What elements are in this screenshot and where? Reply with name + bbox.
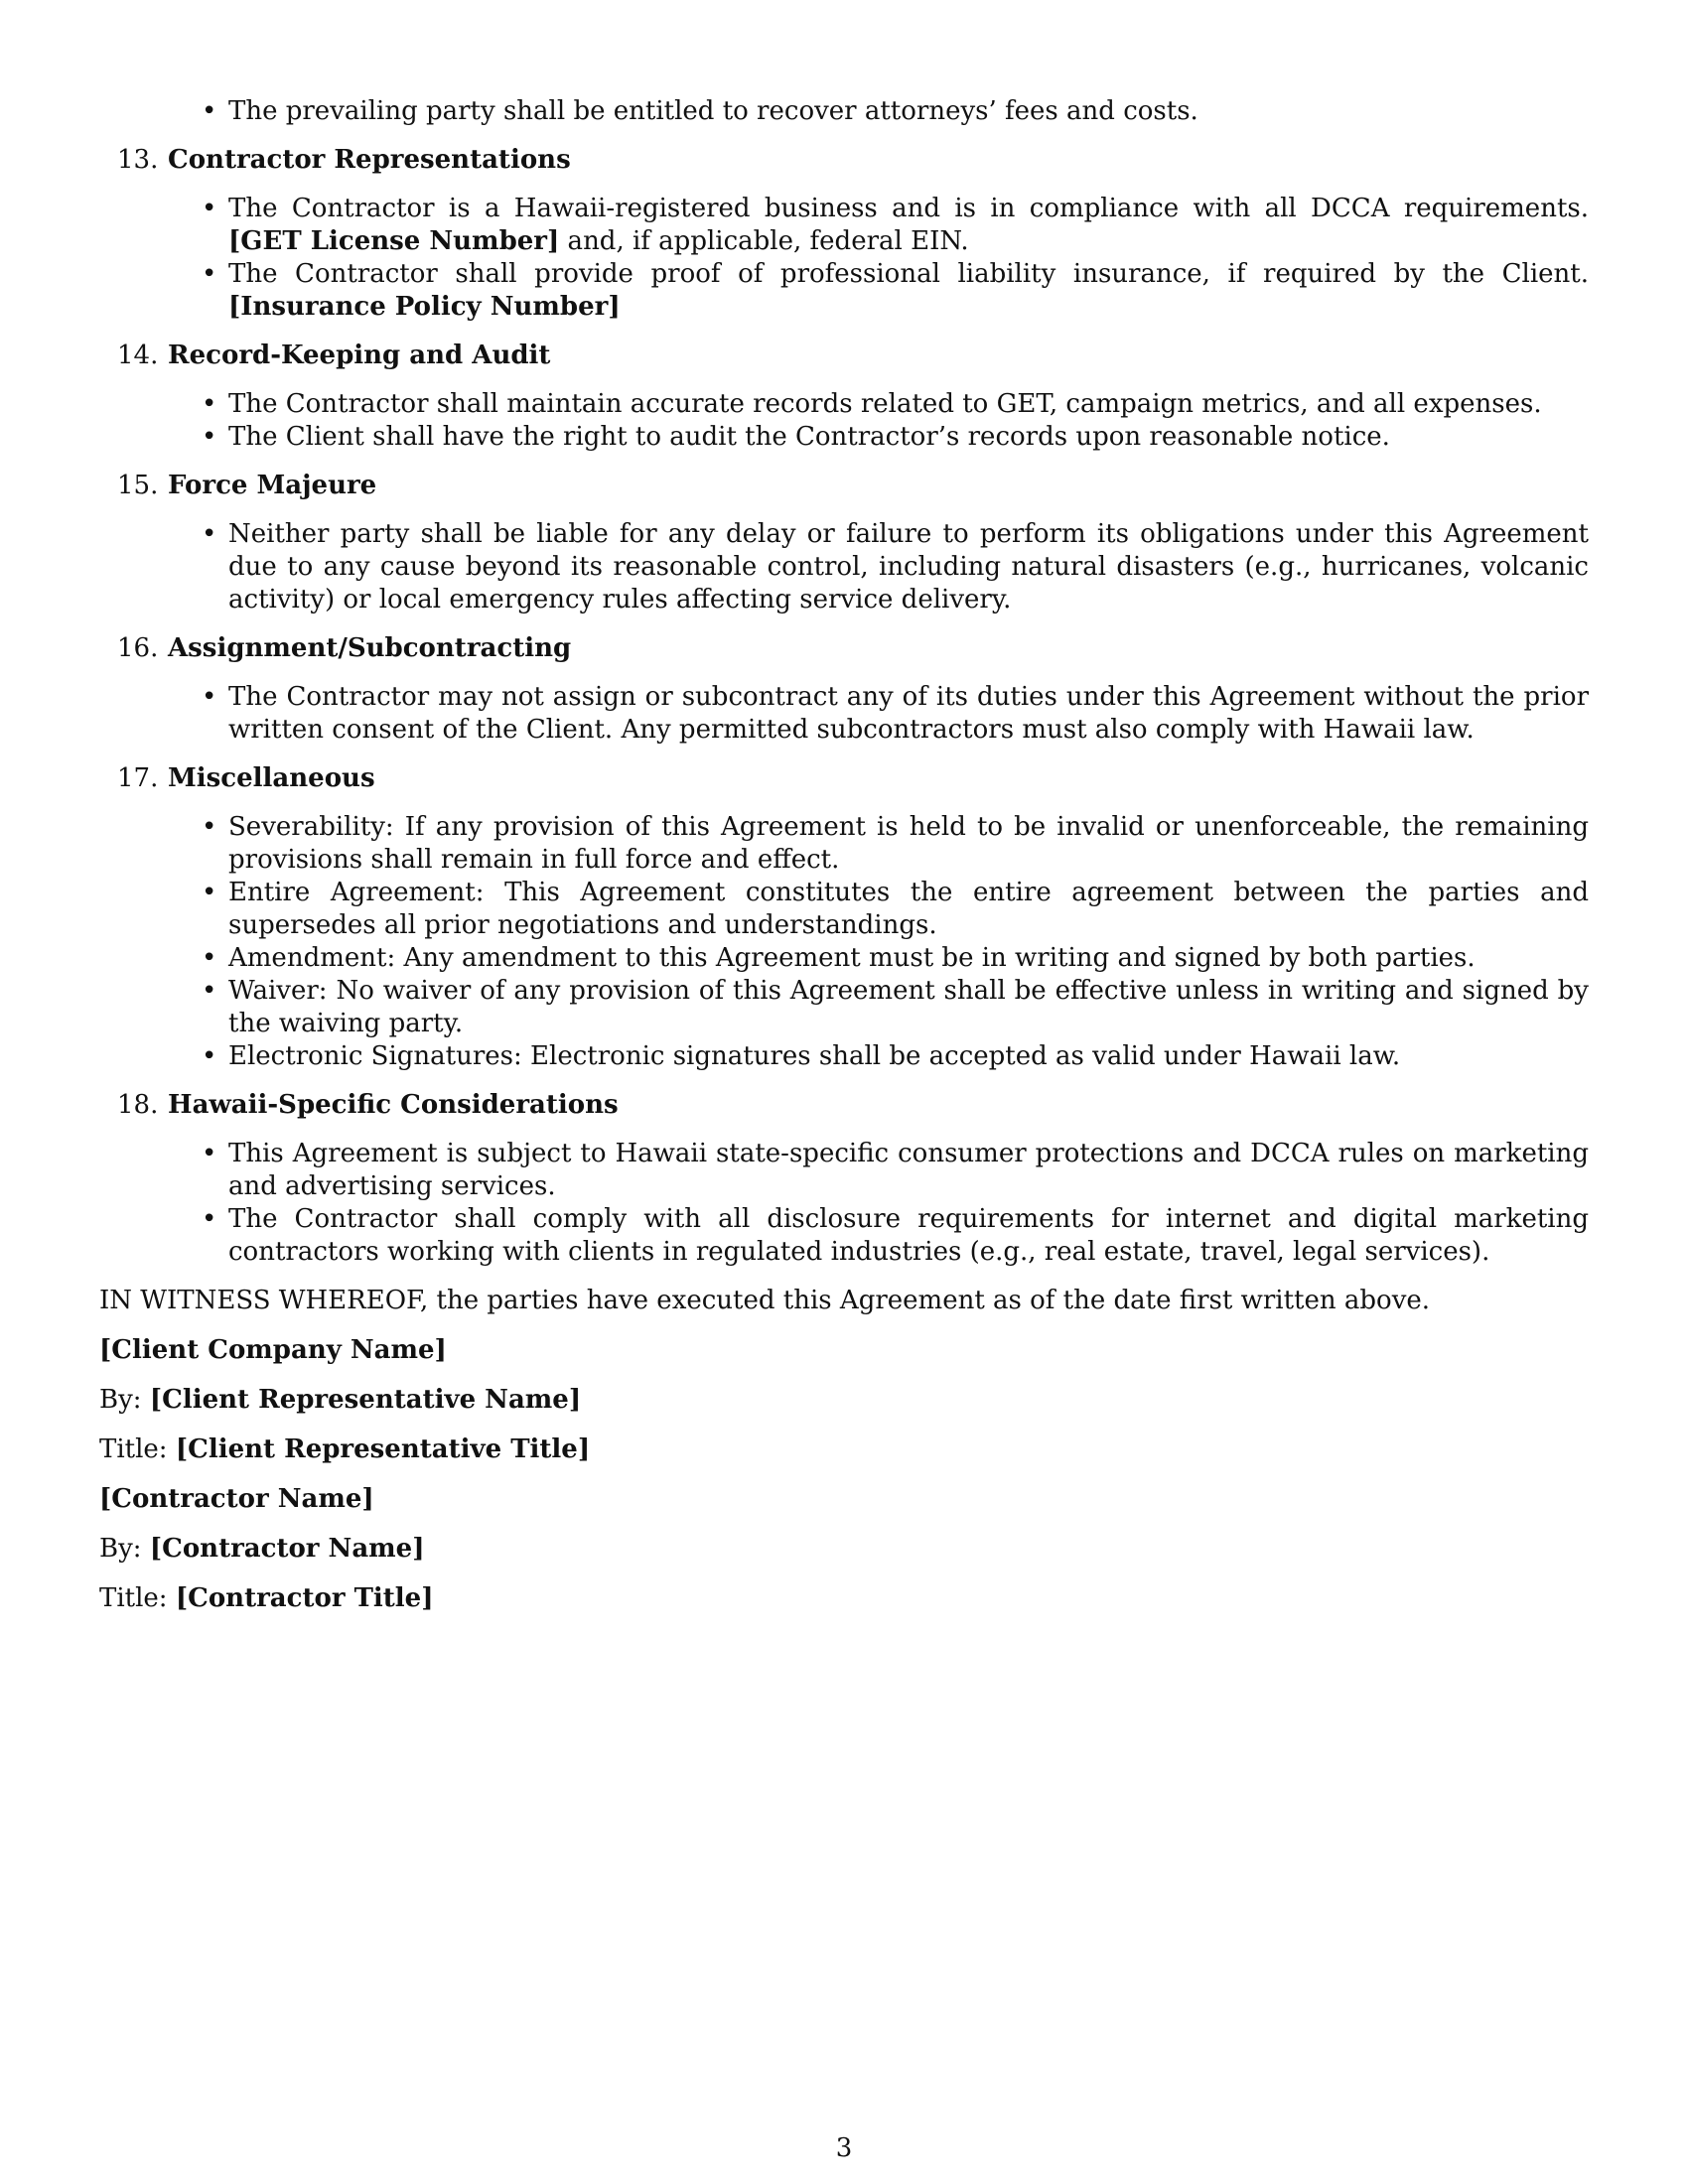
section-title: Force Majeure [168, 471, 377, 500]
section-title: Assignment/Subcontracting [168, 633, 572, 663]
list-item: • The Contractor may not assign or subcontract any of its duties under this Agreement without the prior written consent of the Client. Any permitted subcontractors must also comply with Hawaii law. [99, 681, 1589, 747]
section-heading [99, 1089, 1589, 1122]
section-contractor-representations [99, 144, 1589, 324]
section-items [99, 388, 1589, 454]
list-item: • Amendment: Any amendment to this Agreement must be in writing and signed by both parties. [99, 942, 1589, 975]
section-miscellaneous [99, 762, 1589, 1073]
section-heading [99, 144, 1589, 177]
list-item: • The Client shall have the right to audit the Contractor’s records upon reasonable notice. [99, 421, 1589, 454]
placeholder-field: [GET License Number] [228, 226, 560, 256]
list-item: • Neither party shall be liable for any delay or failure to perform its obligations under this Agreement due to any cause beyond its reasonable control, including natural disasters (e.g., hurricanes, volcanic activity) or local emergency rules affecting service delivery. [99, 518, 1589, 616]
section-items [99, 681, 1589, 747]
section-items [99, 193, 1589, 324]
section-record-keeping [99, 340, 1589, 454]
contractor-title-line: Title: [Contractor Title] [99, 1583, 434, 1613]
section-number: 18. [117, 1090, 159, 1120]
list-item: • Severability: If any provision of this Agreement is held to be invalid or unenforceable, the remaining provisions shall remain in full force and effect. [99, 811, 1589, 877]
section-items [99, 811, 1589, 1073]
section-title: Miscellaneous [168, 763, 375, 793]
client-representative-name: [Client Representative Name] [149, 1385, 582, 1415]
client-company-name: [Client Company Name] [99, 1335, 447, 1365]
section-title: Record-Keeping and Audit [168, 341, 551, 370]
client-title-line: Title: [Client Representative Title] [99, 1434, 591, 1464]
section-number: 14. [117, 341, 159, 370]
list-item: • This Agreement is subject to Hawaii state-specific consumer protections and DCCA rules on marketing and advertising services. [99, 1138, 1589, 1203]
section-title: Contractor Representations [168, 145, 571, 175]
carryover-list [99, 95, 1589, 128]
contractor-company-name: [Contractor Name] [99, 1484, 374, 1514]
section-heading [99, 632, 1589, 665]
section-number: 16. [117, 633, 159, 663]
section-number: 17. [117, 763, 159, 793]
section-number: 13. [117, 145, 159, 175]
contractor-title: [Contractor Title] [175, 1583, 434, 1613]
section-number: 15. [117, 471, 159, 500]
section-heading [99, 762, 1589, 795]
list-item: • The Contractor shall maintain accurate records related to GET, campaign metrics, and all expenses. [99, 388, 1589, 421]
section-heading [99, 340, 1589, 372]
client-representative-title: [Client Representative Title] [175, 1434, 591, 1464]
list-item: • Electronic Signatures: Electronic signatures shall be accepted as valid under Hawaii law. [99, 1040, 1589, 1073]
placeholder-field: [Insurance Policy Number] [228, 292, 621, 322]
document-page [99, 95, 1589, 1615]
list-item: • The Contractor shall comply with all disclosure requirements for internet and digital marketing contractors working with clients in regulated industries (e.g., real estate, travel, legal services). [99, 1203, 1589, 1269]
section-force-majeure [99, 470, 1589, 616]
section-title: Hawaii-Specific Considerations [168, 1090, 619, 1120]
section-items [99, 1138, 1589, 1269]
list-item: • Waiver: No waiver of any provision of this Agreement shall be effective unless in writing and signed by the waiving party. [99, 975, 1589, 1040]
list-item: • Entire Agreement: This Agreement constitutes the entire agreement between the parties and supersedes all prior negotiations and understandings. [99, 877, 1589, 942]
client-by-line: By: [Client Representative Name] [99, 1385, 582, 1415]
witness-statement: IN WITNESS WHEREOF, the parties have executed this Agreement as of the date first written above. [99, 1286, 1431, 1315]
list-item: • The prevailing party shall be entitled to recover attorneys’ fees and costs. [99, 95, 1589, 128]
page-number: 3 [835, 2133, 853, 2163]
section-heading [99, 470, 1589, 502]
contractor-by-line: By: [Contractor Name] [99, 1534, 425, 1564]
list-item: • The Contractor is a Hawaii-registered business and is in compliance with all DCCA requirements. [GET License Number] and, if applicable, federal EIN. [99, 193, 1589, 258]
section-assignment [99, 632, 1589, 747]
section-hawaii-specific [99, 1089, 1589, 1269]
section-items [99, 518, 1589, 616]
contractor-representative-name: [Contractor Name] [149, 1534, 425, 1564]
list-item: • The Contractor shall provide proof of professional liability insurance, if required by the Client. [Insurance Policy Number] [99, 258, 1589, 324]
